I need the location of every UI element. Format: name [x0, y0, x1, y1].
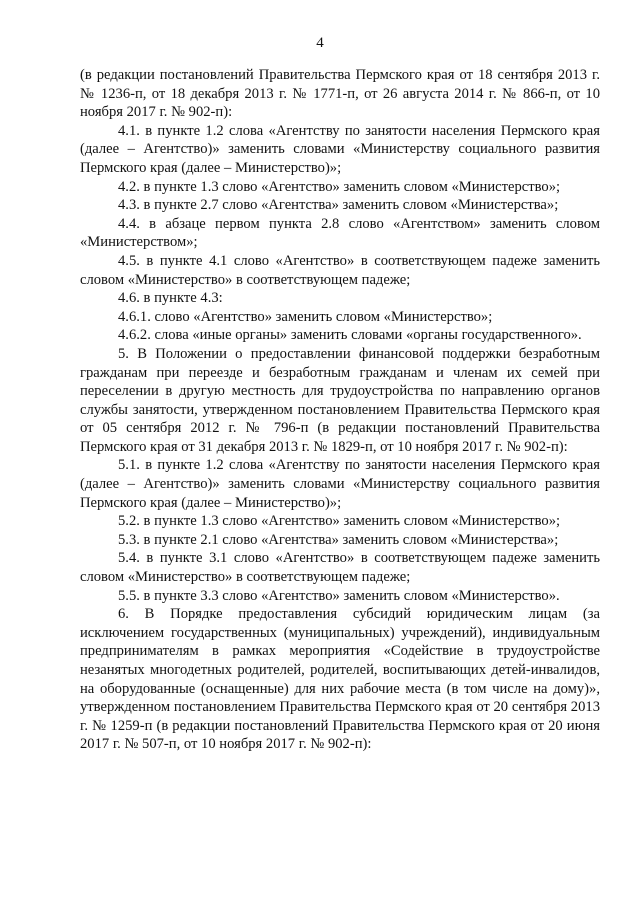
paragraph-5-5: 5.5. в пункте 3.3 слово «Агентство» заменить словом «Министерство». [118, 587, 560, 604]
paragraph-5-2: 5.2. в пункте 1.3 слово «Агентство» заменить словом «Министерство»; [118, 513, 561, 530]
paragraph-4-1: 4.1. в пункте 1.2 слова «Агентству по занятости населения Пермского края (далее – Агентство)» заменить словами «Министерству социального развития Пермского края (далее – Министерство)»; [80, 122, 600, 176]
paragraph-4-2: 4.2. в пункте 1.3 слово «Агентство» заменить словом «Министерство»; [118, 178, 561, 195]
paragraph-4-6-1: 4.6.1. слово «Агентство» заменить словом «Министерство»; [118, 308, 493, 325]
paragraph-5-1: 5.1. в пункте 1.2 слова «Агентству по занятости населения Пермского края (далее – Агентство)» заменить словами «Министерству социального развития Пермского края (далее – Министерство)»; [80, 457, 600, 511]
paragraph-amendment-note: (в редакции постановлений Правительства Пермского края от 18 сентября 2013 г. № 1236-п, от 18 декабря 2013 г. № 1771-п, от 26 августа 2014 г. № 866-п, от 10 ноября 2017 г. № 902-п): [80, 67, 600, 121]
paragraph-4-5: 4.5. в пункте 4.1 слово «Агентство» в соответствующем падеже заменить словом «Министерство» в соответствующем падеже; [80, 252, 600, 288]
paragraph-4-6-2: 4.6.2. слова «иные органы» заменить словами «органы государственного». [118, 327, 582, 344]
paragraph-5-4: 5.4. в пункте 3.1 слово «Агентство» в соответствующем падеже заменить словом «Министерство» в соответствующем падеже; [80, 550, 600, 586]
paragraph-4-3: 4.3. в пункте 2.7 слово «Агентства» заменить словом «Министерства»; [118, 197, 559, 214]
page-number: 4 [316, 35, 324, 51]
paragraph-4-6: 4.6. в пункте 4.3: [118, 290, 223, 307]
paragraph-5-3: 5.3. в пункте 2.1 слово «Агентства» заменить словом «Министерства»; [118, 531, 559, 548]
paragraph-6: 6. В Порядке предоставления субсидий юридическим лицам (за исключением государственных (муниципальных) учреждений), индивидуальным предпринимателям в рамках мероприятия «Содействие в трудоустройстве незанятых многодетных родителей, родителей, воспитывающих детей-инвалидов, на оборудованные (оснащенные) для них рабочие места (в том числе на дому)», утвержденном постановлением Правительства Пермского края от 20 сентября 2013 г. № 1259-п (в редакции постановлений Правительства Пермского края от 20 июня 2017 г. № 507-п, от 10 ноября 2017 г. № 902-п): [80, 606, 600, 753]
paragraph-4-4: 4.4. в абзаце первом пункта 2.8 слово «Агентством» заменить словом «Министерством»; [80, 215, 600, 251]
paragraph-5: 5. В Положении о предоставлении финансовой поддержки безработным гражданам при переезде и безработным гражданам и членам их семей при переселении в другую местность для трудоустройства по направлению органов службы занятости, утвержденном постановлением Правительства Пермского края от 05 сентября 2012 г. № 796-п (в редакции постановлений Правительства Пермского края от 31 декабря 2013 г. № 1829-п, от 10 ноября 2017 г. № 902-п): [80, 345, 600, 455]
document-body [80, 66, 600, 754]
